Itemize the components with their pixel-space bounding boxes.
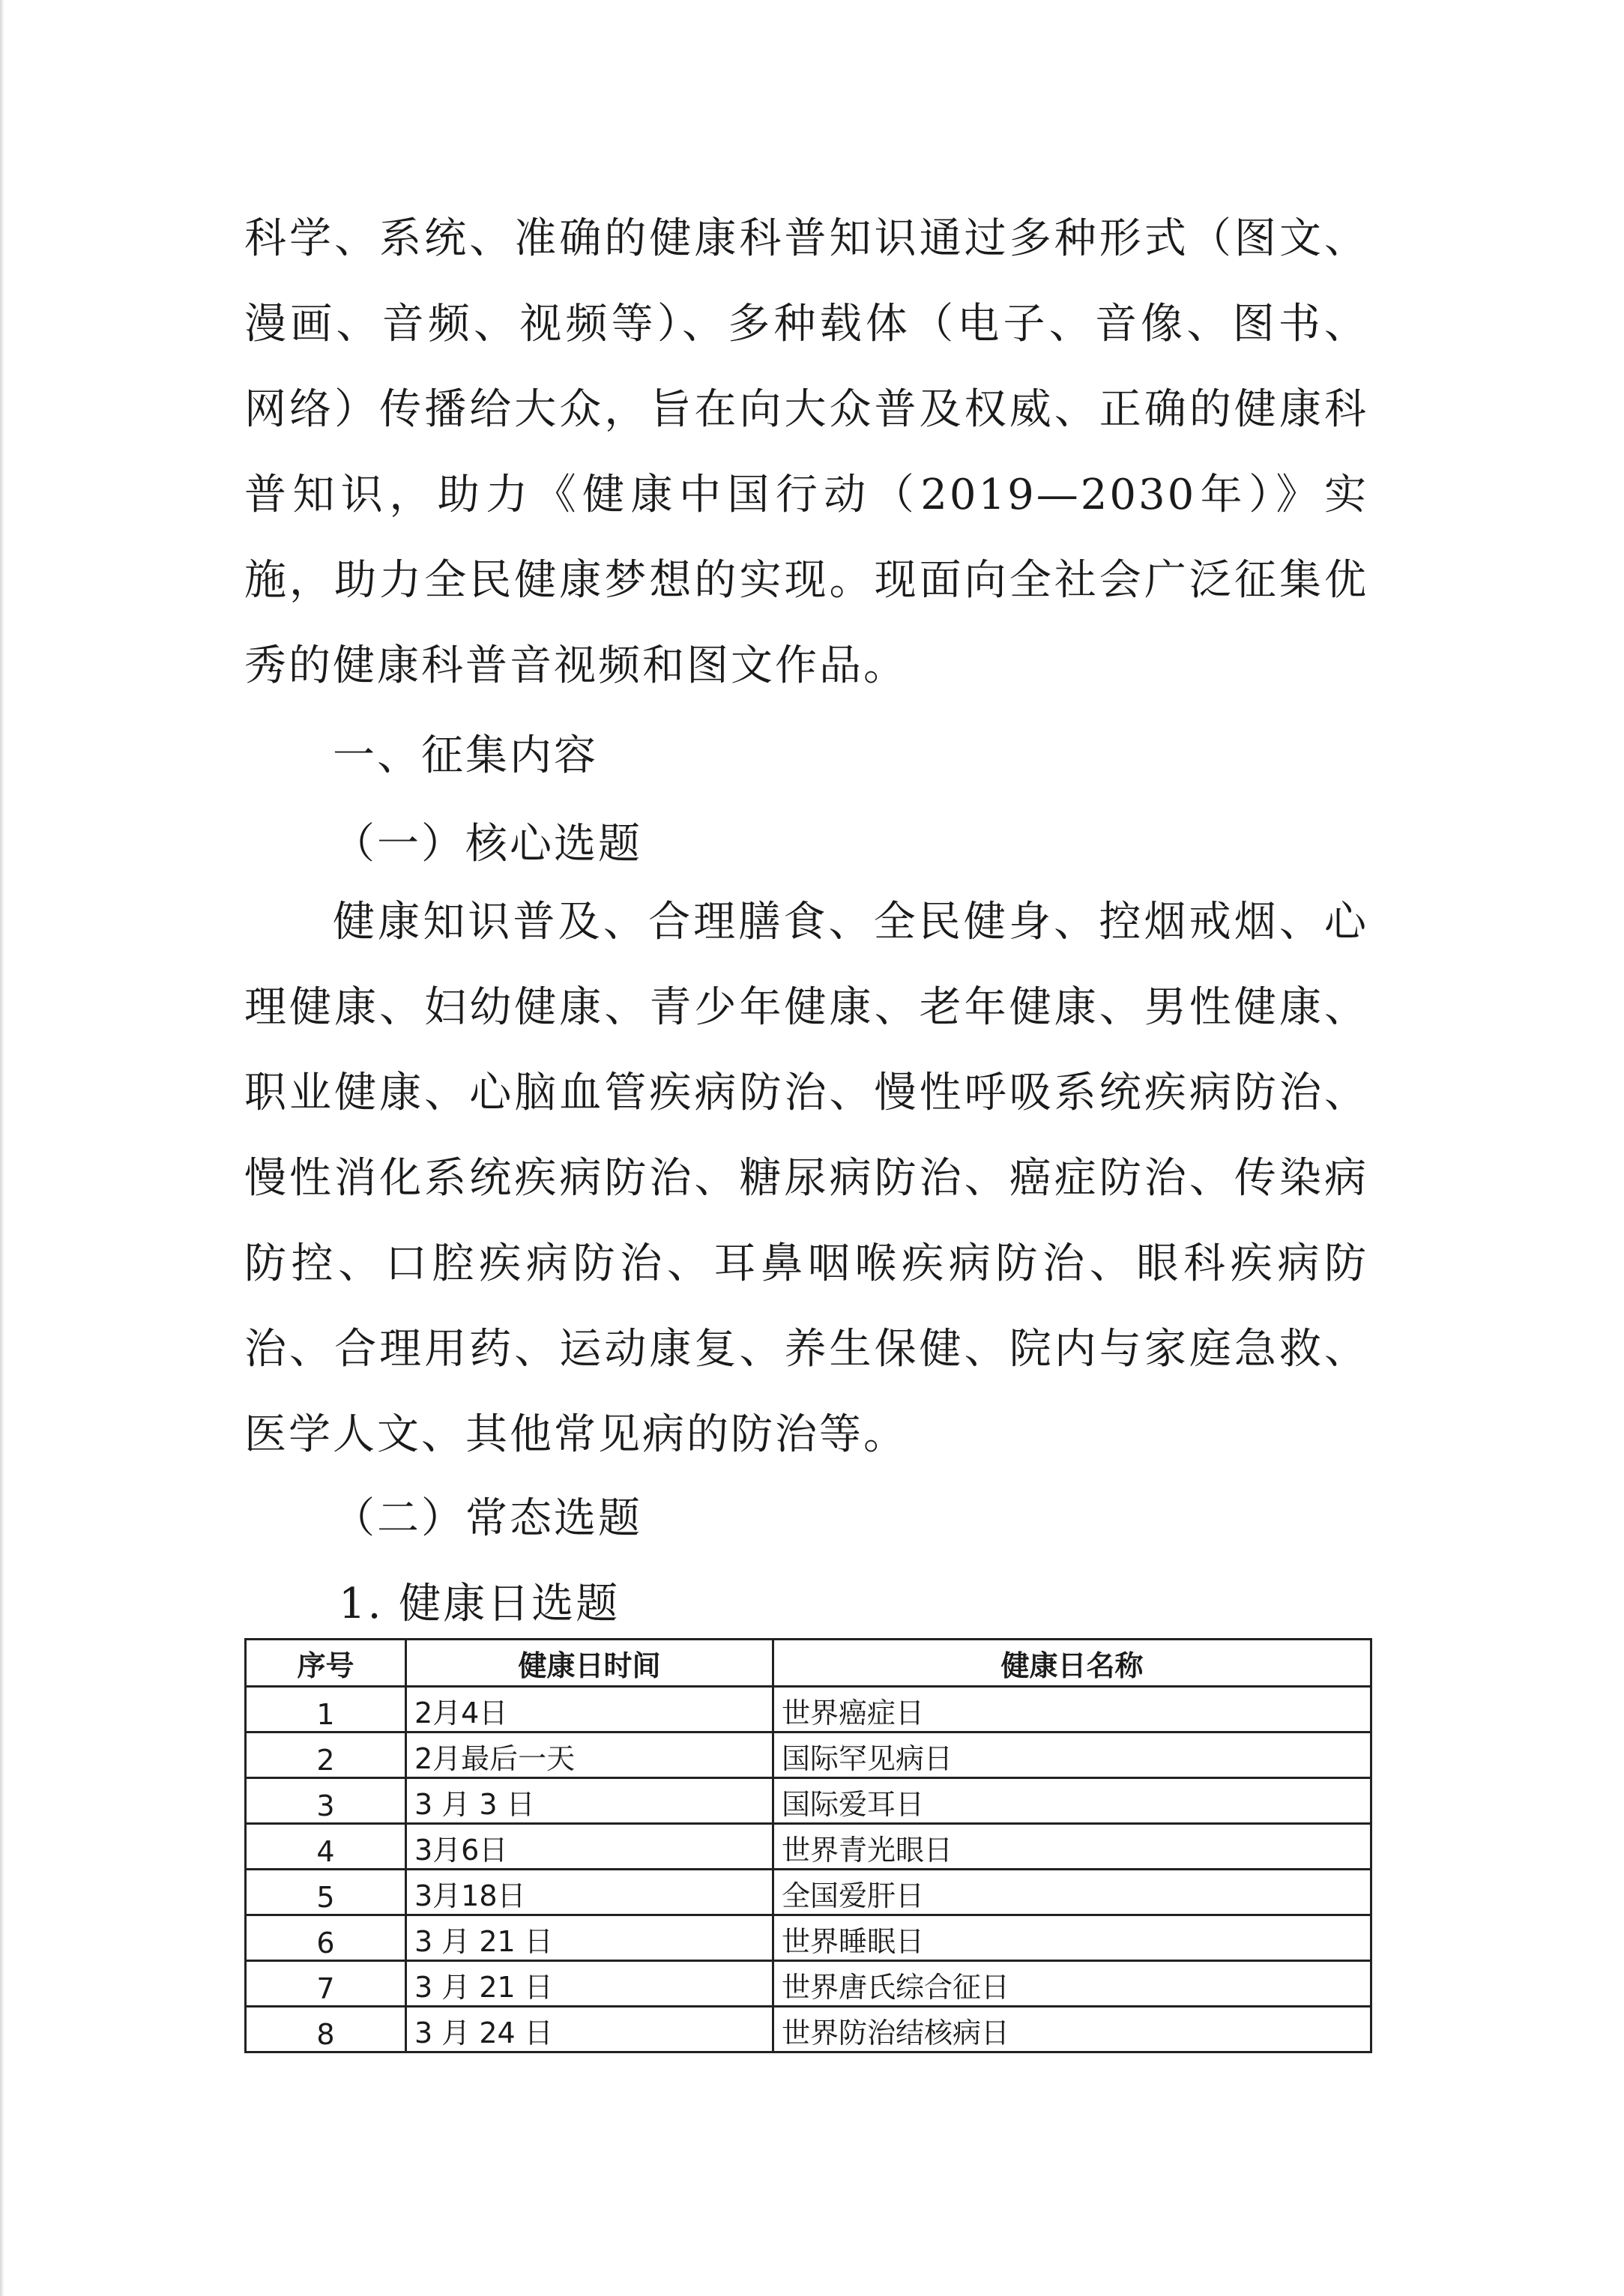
health-day-table [244, 1638, 1372, 2053]
scan-edge-shadow [0, 0, 4, 2296]
subheading-regular-topics: （二）常态选题 [333, 1494, 642, 1543]
row-date: 3 月 3 日 [406, 1778, 773, 1824]
core-topics-paragraph: 健康知识普及、合理膳食、全民健身、控烟戒烟、心理健康、妇幼健康、青少年健康、老年健康、男性健康、职业健康、心脑血管疾病防治、慢性呼吸系统疾病防治、慢性消化系统疾病防治、糖尿病防治、癌症防治、传染病防控、口腔疾病防治、耳鼻咽喉疾病防治、眼科疾病防治、合理用药、运动康复、养生保健、院内与家庭急救、医学人文、其他常见病的防治等。 [244, 898, 1368, 1459]
table-row [246, 1961, 1371, 2007]
row-name: 国际罕见病日 [773, 1732, 1371, 1778]
row-no: 8 [246, 2007, 406, 2052]
row-no: 5 [246, 1870, 406, 1915]
row-name: 世界癌症日 [773, 1687, 1371, 1732]
intro-paragraph: 科学、系统、准确的健康科普知识通过多种形式（图文、漫画、音频、视频等）、多种载体（电子、音像、图书、网络）传播给大众，旨在向大众普及权威、正确的健康科普知识，助力《健康中国行动（2019—2030年）》实施，助力全民健康梦想的实现。现面向全社会广泛征集优秀的健康科普音视频和图文作品。 [244, 214, 1368, 690]
row-name: 世界睡眠日 [773, 1915, 1371, 1961]
row-no: 3 [246, 1778, 406, 1824]
subheading-core-topics: （一）核心选题 [333, 820, 642, 868]
row-name: 国际爱耳日 [773, 1778, 1371, 1824]
row-name: 全国爱肝日 [773, 1870, 1371, 1915]
table-row [246, 1732, 1371, 1778]
table-row [246, 1687, 1371, 1732]
row-name: 世界青光眼日 [773, 1824, 1371, 1870]
row-date: 3 月 24 日 [406, 2007, 773, 2052]
row-date: 3 月 21 日 [406, 1915, 773, 1961]
section-heading-collection-content: 一、征集内容 [333, 731, 598, 780]
table-row [246, 2007, 1371, 2052]
row-date: 2月4日 [406, 1687, 773, 1732]
table-row [246, 1870, 1371, 1915]
header-no: 序号 [246, 1640, 406, 1687]
table-row [246, 1778, 1371, 1824]
item-health-day-topics: 1. 健康日选题 [339, 1580, 621, 1628]
row-no: 2 [246, 1732, 406, 1778]
row-no: 4 [246, 1824, 406, 1870]
row-no: 7 [246, 1961, 406, 2007]
row-name: 世界防治结核病日 [773, 2007, 1371, 2052]
row-date: 3 月 21 日 [406, 1961, 773, 2007]
header-date: 健康日时间 [406, 1640, 773, 1687]
row-date: 3月6日 [406, 1824, 773, 1870]
table-row [246, 1824, 1371, 1870]
table-header-row [246, 1640, 1371, 1687]
row-name: 世界唐氏综合征日 [773, 1961, 1371, 2007]
row-no: 6 [246, 1915, 406, 1961]
table-row [246, 1915, 1371, 1961]
row-date: 2月最后一天 [406, 1732, 773, 1778]
row-date: 3月18日 [406, 1870, 773, 1915]
header-name: 健康日名称 [773, 1640, 1371, 1687]
row-no: 1 [246, 1687, 406, 1732]
